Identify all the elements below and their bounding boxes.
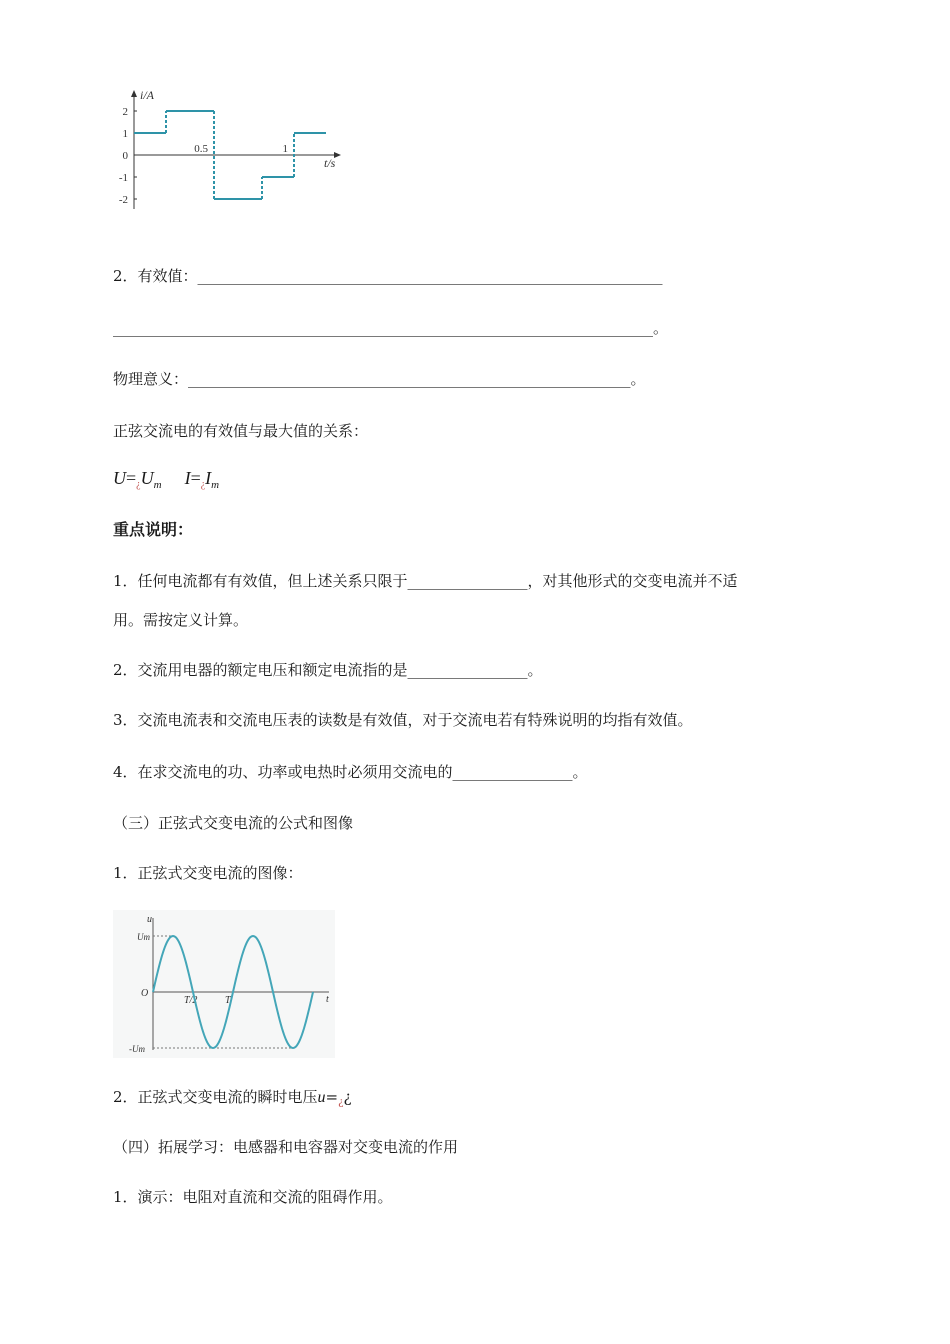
- sine-voltage-chart: [113, 910, 335, 1058]
- y-axis-arrow: [131, 90, 137, 97]
- square-wave-current-chart: [110, 85, 350, 215]
- instant-garbled-2: ¿: [343, 1088, 352, 1106]
- instant-u: u: [317, 1089, 326, 1106]
- section-3-heading: （三）正弦式交变电流的公式和图像: [113, 814, 354, 832]
- physical-meaning-line: 物理意义：___________________________________________________________。: [113, 370, 646, 388]
- section-4-heading: （四）拓展学习：电感器和电容器对交变电流的作用: [113, 1138, 459, 1156]
- demo-item: 1．演示：电阻对直流和交流的阻碍作用。: [113, 1188, 393, 1206]
- formula-equals-1: =: [126, 468, 137, 488]
- formula-subscript-m1: m: [153, 479, 162, 491]
- point-4: 4．在求交流电的功、功率或电热时必须用交流电的________________。: [113, 763, 588, 781]
- y-tick-label: 1: [122, 128, 128, 140]
- formula-garbled-2: ¿: [200, 479, 206, 490]
- formula-um: U: [140, 468, 154, 488]
- formula-garbled-1: ¿: [136, 479, 141, 490]
- x-tick-label: 0.5: [194, 143, 208, 155]
- effective-value-line: 2．有效值：______________________________________________________________: [113, 267, 663, 285]
- y-tick-label: Um: [137, 932, 150, 942]
- y-tick-label: 0: [122, 150, 128, 162]
- key-points-heading: 重点说明：: [113, 520, 194, 539]
- y-axis-label: u: [147, 914, 152, 925]
- x-axis-label: t/s: [324, 156, 336, 170]
- instant-voltage-text: 2．正弦式交变电流的瞬时电压: [113, 1088, 318, 1106]
- effective-value-continuation: ________________________________________________________________________。: [113, 319, 669, 337]
- effective-value-formula: [113, 468, 219, 495]
- formula-i: I: [184, 468, 191, 488]
- y-axis-label: i/A: [140, 88, 154, 102]
- x-tick-label: T: [225, 995, 231, 1006]
- formula-equals-2: =: [190, 468, 201, 488]
- sine-relation-text: 正弦交流电的有效值与最大值的关系：: [113, 422, 369, 440]
- y-tick-label: 2: [122, 106, 128, 118]
- formula-subscript-m2: m: [211, 479, 220, 491]
- point-1-line-b: 用。需按定义计算。: [113, 611, 249, 629]
- point-2: 2．交流用电器的额定电压和额定电流指的是________________。: [113, 661, 543, 679]
- sine-graph-item: 1．正弦式交变电流的图像：: [113, 864, 303, 882]
- x-axis-label: t: [326, 994, 329, 1005]
- point-1-line-a: 1．任何电流都有有效值，但上述关系只限于________________，对其他形式的交变电流并不适: [113, 572, 738, 590]
- y-tick-label: -2: [118, 194, 128, 206]
- y-tick-label: -Um: [129, 1044, 145, 1054]
- instant-equals: =: [325, 1088, 339, 1106]
- instant-garbled-1: ¿: [338, 1097, 344, 1108]
- formula-u: U: [113, 468, 126, 488]
- point-3: 3．交流电流表和交流电压表的读数是有效值，对于交流电若有特殊说明的均指有效值。: [113, 711, 693, 729]
- origin-label: O: [141, 988, 149, 999]
- instant-voltage-line: [113, 1087, 352, 1113]
- x-tick-label: 1: [282, 143, 288, 155]
- x-tick-label: T/2: [184, 995, 198, 1006]
- formula-im: I: [205, 468, 212, 488]
- y-tick-label: -1: [118, 172, 128, 184]
